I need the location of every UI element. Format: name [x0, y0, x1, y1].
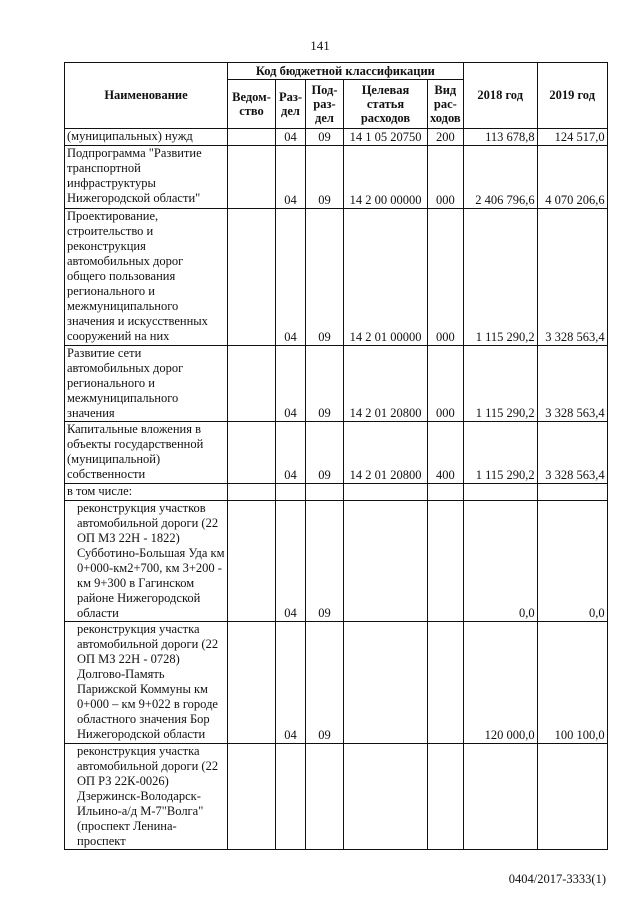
row-target: 14 2 01 00000	[344, 209, 428, 346]
row-2018: 1 115 290,2	[463, 422, 537, 484]
row-name: Капитальные вложения в объекты государственной (муниципальной) собственности	[65, 422, 228, 484]
row-vid: 200	[428, 129, 464, 146]
row-razdel: 04	[276, 422, 306, 484]
row-name: (муниципальных) нужд	[65, 129, 228, 146]
header-name: Наименование	[65, 63, 228, 129]
document-code: 0404/2017-3333(1)	[508, 872, 606, 886]
row-podrazdel: 09	[306, 622, 344, 744]
header-vid: Вид рас-ходов	[428, 80, 464, 129]
header-code-group: Код бюджетной классификации	[228, 63, 464, 80]
row-vid: 000	[428, 146, 464, 209]
row-ved	[228, 346, 276, 422]
row-razdel: 04	[276, 209, 306, 346]
row-podrazdel	[306, 484, 344, 501]
row-2018: 0,0	[463, 501, 537, 622]
row-target: 14 2 01 20800	[344, 422, 428, 484]
table-row	[65, 501, 608, 622]
row-razdel	[276, 744, 306, 850]
row-name-text: реконструкция участка автомобильной дороги (22 ОП МЗ 22Н - 0728) Долгово-Память Парижской Коммуны км 0+000 – км 9+022 в городе областного значения Бор Нижегородской области	[77, 622, 219, 741]
row-vid	[428, 744, 464, 850]
row-2018	[463, 484, 537, 501]
row-2019: 100 100,0	[537, 622, 607, 744]
header-podrazdel: Под-раз-дел	[306, 80, 344, 129]
header-target: Целевая статья расходов	[344, 80, 428, 129]
row-razdel: 04	[276, 129, 306, 146]
row-podrazdel: 09	[306, 129, 344, 146]
row-2018: 2 406 796,6	[463, 146, 537, 209]
row-name	[65, 622, 228, 744]
row-2018: 120 000,0	[463, 622, 537, 744]
table-row	[65, 622, 608, 744]
budget-table	[64, 62, 608, 850]
header-razdel: Раз-дел	[276, 80, 306, 129]
row-2018	[463, 744, 537, 850]
row-podrazdel: 09	[306, 422, 344, 484]
row-name-text: реконструкция участков автомобильной дороги (22 ОП МЗ 22Н - 1822) Субботино-Большая Уда км 0+000-км2+700, км 3+200 - км 9+300 в Гагинском районе Нижегородской области	[77, 501, 225, 620]
row-name	[65, 501, 228, 622]
row-target	[344, 622, 428, 744]
row-name: в том числе:	[65, 484, 228, 501]
row-ved	[228, 622, 276, 744]
header-2019: 2019 год	[537, 63, 607, 129]
row-podrazdel: 09	[306, 346, 344, 422]
header-vedomstvo: Ведом-ство	[228, 80, 276, 129]
row-name	[65, 744, 228, 850]
row-2019: 3 328 563,4	[537, 346, 607, 422]
row-ved	[228, 146, 276, 209]
row-target: 14 2 00 00000	[344, 146, 428, 209]
row-target: 14 2 01 20800	[344, 346, 428, 422]
row-razdel: 04	[276, 146, 306, 209]
row-target: 14 1 05 20750	[344, 129, 428, 146]
row-razdel: 04	[276, 501, 306, 622]
row-vid	[428, 501, 464, 622]
row-ved	[228, 501, 276, 622]
table-row	[65, 146, 608, 209]
row-2019: 124 517,0	[537, 129, 607, 146]
row-vid: 400	[428, 422, 464, 484]
row-podrazdel	[306, 744, 344, 850]
row-target	[344, 501, 428, 622]
row-ved	[228, 209, 276, 346]
row-name: Развитие сети автомобильных дорог регионального и межмуниципального значения	[65, 346, 228, 422]
row-2019	[537, 484, 607, 501]
row-2019: 4 070 206,6	[537, 146, 607, 209]
row-razdel: 04	[276, 346, 306, 422]
page-number: 141	[310, 38, 330, 53]
table-row	[65, 129, 608, 146]
table-row	[65, 346, 608, 422]
table-row	[65, 744, 608, 850]
row-target	[344, 484, 428, 501]
row-2018: 1 115 290,2	[463, 209, 537, 346]
row-name: Подпрограмма "Развитие транспортной инфраструктуры Нижегородской области"	[65, 146, 228, 209]
row-ved	[228, 422, 276, 484]
row-podrazdel: 09	[306, 146, 344, 209]
header-2018: 2018 год	[463, 63, 537, 129]
row-2018: 113 678,8	[463, 129, 537, 146]
row-ved	[228, 744, 276, 850]
row-2019	[537, 744, 607, 850]
row-2018: 1 115 290,2	[463, 346, 537, 422]
row-target	[344, 744, 428, 850]
row-podrazdel: 09	[306, 501, 344, 622]
row-podrazdel: 09	[306, 209, 344, 346]
row-name: Проектирование, строительство и реконструкция автомобильных дорог общего пользования регионального и межмуниципального значения и искусственных сооружений на них	[65, 209, 228, 346]
row-razdel: 04	[276, 622, 306, 744]
row-vid: 000	[428, 346, 464, 422]
row-name-text: реконструкция участка автомобильной дороги (22 ОП РЗ 22К-0026) Дзержинск-Володарск-Ильино-а/д М-7"Волга" (проспект Ленина-проспект	[77, 744, 219, 848]
table-row	[65, 209, 608, 346]
row-2019: 0,0	[537, 501, 607, 622]
row-2019: 3 328 563,4	[537, 209, 607, 346]
row-2019: 3 328 563,4	[537, 422, 607, 484]
row-vid	[428, 622, 464, 744]
row-ved	[228, 484, 276, 501]
row-razdel	[276, 484, 306, 501]
row-vid	[428, 484, 464, 501]
table-row	[65, 422, 608, 484]
table-row	[65, 484, 608, 501]
row-ved	[228, 129, 276, 146]
row-vid: 000	[428, 209, 464, 346]
